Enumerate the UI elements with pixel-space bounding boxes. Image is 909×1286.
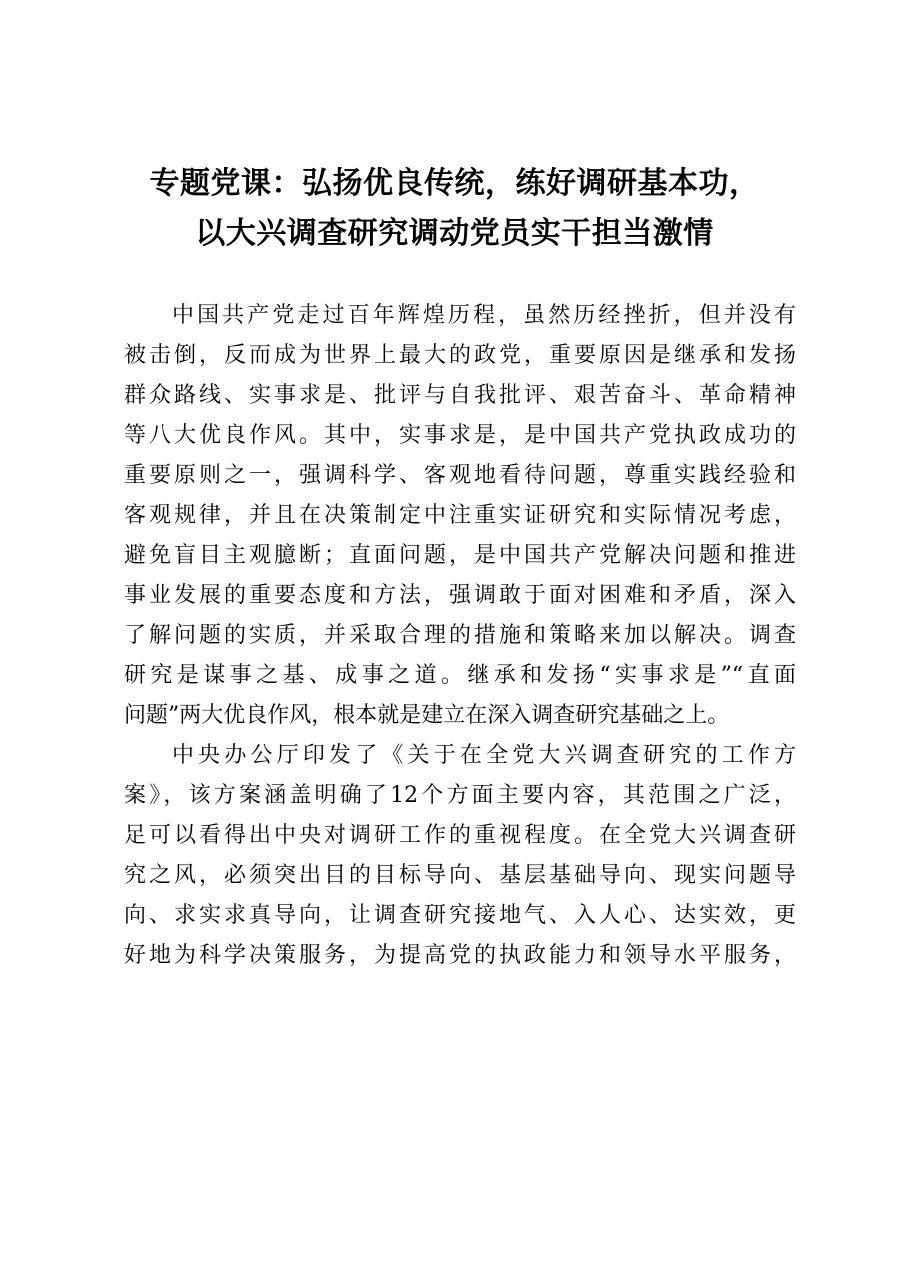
paragraph-line: 足可以看得出中央对调研工作的重视程度。在全党大兴调查研: [124, 823, 796, 848]
paragraph-line: 好地为科学决策服务，为提高党的执政能力和领导水平服务，: [124, 943, 796, 968]
document-title-line-2: 以大兴调查研究调动党员实干担当激情: [195, 216, 714, 251]
paragraph-line: 究之风，必须突出目的目标导向、基层基础导向、现实问题导: [124, 863, 796, 888]
paragraph-1: [124, 296, 796, 736]
paragraph-line: 向、求实求真导向，让调查研究接地气、入人心、达实效，更: [124, 903, 796, 928]
paragraph-line: 群众路线、实事求是、批评与自我批评、艰苦奋斗、革命精神: [124, 383, 796, 408]
paragraph-2: [124, 736, 796, 976]
paragraph-line: 问题”两大优良作风，根本就是建立在深入调查研究基础之上。: [124, 703, 730, 728]
paragraph-line: 中国共产党走过百年辉煌历程，虽然历经挫折，但并没有: [172, 303, 796, 328]
document-title-line-1: 专题党课：弘扬优良传统，练好调研基本功，: [149, 166, 760, 201]
paragraph-line: 中央办公厅印发了《关于在全党大兴调查研究的工作方: [172, 743, 796, 768]
paragraph-line: 等八大优良作风。其中，实事求是，是中国共产党执政成功的: [124, 423, 796, 448]
paragraph-line: 避免盲目主观臆断；直面问题，是中国共产党解决问题和推进: [124, 543, 796, 568]
paragraph-line: 案》，该方案涵盖明确了12个方面主要内容，其范围之广泛，: [124, 783, 796, 808]
paragraph-line: 重要原则之一，强调科学、客观地看待问题，尊重实践经验和: [124, 463, 796, 488]
paragraph-line: 事业发展的重要态度和方法，强调敢于面对困难和矛盾，深入: [124, 583, 796, 608]
paragraph-line: 被击倒，反而成为世界上最大的政党，重要原因是继承和发扬: [124, 343, 796, 368]
paragraph-line: 研究是谋事之基、成事之道。继承和发扬“实事求是”“直面: [124, 663, 796, 688]
paragraph-line: 了解问题的实质，并采取合理的措施和策略来加以解决。调查: [124, 623, 796, 648]
paragraph-line: 客观规律，并且在决策制定中注重实证研究和实际情况考虑，: [124, 503, 796, 528]
